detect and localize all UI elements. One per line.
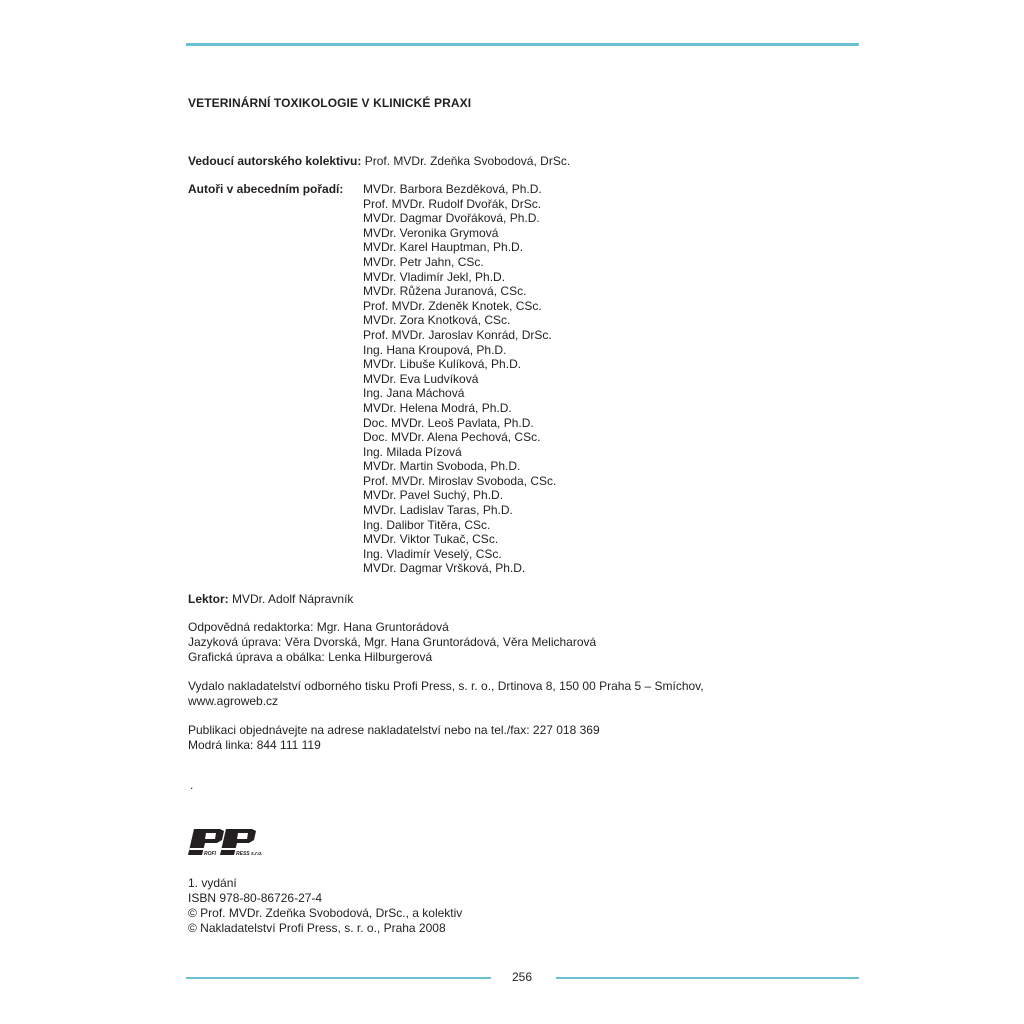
- isbn-line: ISBN 978-80-86726-27-4: [188, 890, 323, 905]
- order-info: [188, 723, 600, 753]
- author-name: MVDr. Barbora Bezděková, Ph.D.: [363, 182, 542, 196]
- reviewer-line: [188, 592, 353, 607]
- author-name: MVDr. Ladislav Taras, Ph.D.: [363, 503, 513, 518]
- author-name: Ing. Milada Pízová: [363, 444, 462, 459]
- author-name: MVDr. Pavel Suchý, Ph.D.: [363, 488, 504, 503]
- publisher-info: [188, 679, 704, 709]
- reviewer-label: Lektor:: [188, 592, 229, 606]
- author-name: MVDr. Karel Hauptman, Ph.D.: [363, 240, 524, 255]
- publisher-website: www.agroweb.cz: [188, 693, 279, 708]
- author-name: Ing. Dalibor Titěra, CSc.: [363, 517, 491, 532]
- author-name: MVDr. Libuše Kulíková, Ph.D.: [363, 357, 522, 372]
- editorial-line: Jazyková úprava: Věra Dvorská, Mgr. Hana Gruntorádová, Věra Melicharová: [188, 634, 597, 649]
- page-number: 256: [512, 970, 533, 984]
- editorial-line: Odpovědná redaktorka: Mgr. Hana Gruntorádová: [188, 620, 449, 634]
- reviewer-name: MVDr. Adolf Nápravník: [232, 592, 354, 606]
- hotline-line: Modrá linka: 844 111 119: [188, 737, 321, 752]
- editorial-credits: [188, 620, 596, 665]
- book-title: VETERINÁRNÍ TOXIKOLOGIE V KLINICKÉ PRAXI: [188, 96, 472, 110]
- author-name: Prof. MVDr. Jaroslav Konrád, DrSc.: [363, 327, 552, 342]
- author-name: MVDr. Vladimír Jekl, Ph.D.: [363, 269, 506, 284]
- lead-author-label: Vedoucí autorského kolektivu:: [188, 154, 362, 168]
- author-name: MVDr. Růžena Juranová, CSc.: [363, 284, 527, 299]
- stray-mark: .: [190, 778, 194, 792]
- author-name: MVDr. Viktor Tukač, CSc.: [363, 532, 499, 547]
- author-name: MVDr. Petr Jahn, CSc.: [363, 254, 484, 269]
- author-name: Prof. MVDr. Zdeněk Knotek, CSc.: [363, 298, 542, 313]
- author-name: Ing. Hana Kroupová, Ph.D.: [363, 342, 507, 357]
- author-name: MVDr. Zora Knotková, CSc.: [363, 313, 511, 328]
- author-name: Ing. Jana Máchová: [363, 386, 465, 401]
- author-name: MVDr. Dagmar Vršková, Ph.D.: [363, 561, 526, 576]
- author-name: MVDr. Helena Modrá, Ph.D.: [363, 400, 512, 415]
- author-name: Ing. Vladimír Veselý, CSc.: [363, 546, 502, 561]
- publisher-line: Vydalo nakladatelství odborného tisku Profi Press, s. r. o., Drtinova 8, 150 00 Praha 5 – Smíchov,: [188, 679, 704, 693]
- footer-rule-right: [556, 977, 859, 979]
- lead-author-name: Prof. MVDr. Zdeňka Svobodová, DrSc.: [364, 154, 571, 168]
- author-name: MVDr. Dagmar Dvořáková, Ph.D.: [363, 211, 540, 226]
- svg-text:RESS s.r.o.: RESS s.r.o.: [236, 851, 263, 857]
- edition-line: 1. vydání: [188, 876, 237, 890]
- profi-press-logo: [186, 827, 266, 861]
- author-name: MVDr. Martin Svoboda, Ph.D.: [363, 459, 521, 474]
- author-name: Doc. MVDr. Leoš Pavlata, Ph.D.: [363, 415, 534, 430]
- author-name: Doc. MVDr. Alena Pechová, CSc.: [363, 430, 541, 445]
- copyright-line: © Nakladatelství Profi Press, s. r. o., Praha 2008: [188, 920, 446, 935]
- footer-rule-left: [186, 977, 491, 979]
- header-rule: [186, 43, 859, 46]
- imprint: [188, 876, 462, 936]
- authors-list: [363, 182, 556, 576]
- copyright-line: © Prof. MVDr. Zdeňka Svobodová, DrSc., a kolektiv: [188, 905, 463, 920]
- author-name: Prof. MVDr. Miroslav Svoboda, CSc.: [363, 473, 557, 488]
- svg-text:ROFI: ROFI: [204, 851, 216, 857]
- lead-author-line: [188, 154, 570, 169]
- profi-press-logo-mark: [186, 827, 266, 857]
- authors-label: Autoři v abecedním pořadí:: [188, 182, 344, 196]
- editorial-line: Grafická úprava a obálka: Lenka Hilburgerová: [188, 649, 433, 664]
- order-line: Publikaci objednávejte na adrese nakladatelství nebo na tel./fax: 227 018 369: [188, 723, 600, 737]
- author-name: MVDr. Veronika Grymová: [363, 225, 499, 240]
- author-name: MVDr. Eva Ludvíková: [363, 371, 479, 386]
- author-name: Prof. MVDr. Rudolf Dvořák, DrSc.: [363, 196, 542, 211]
